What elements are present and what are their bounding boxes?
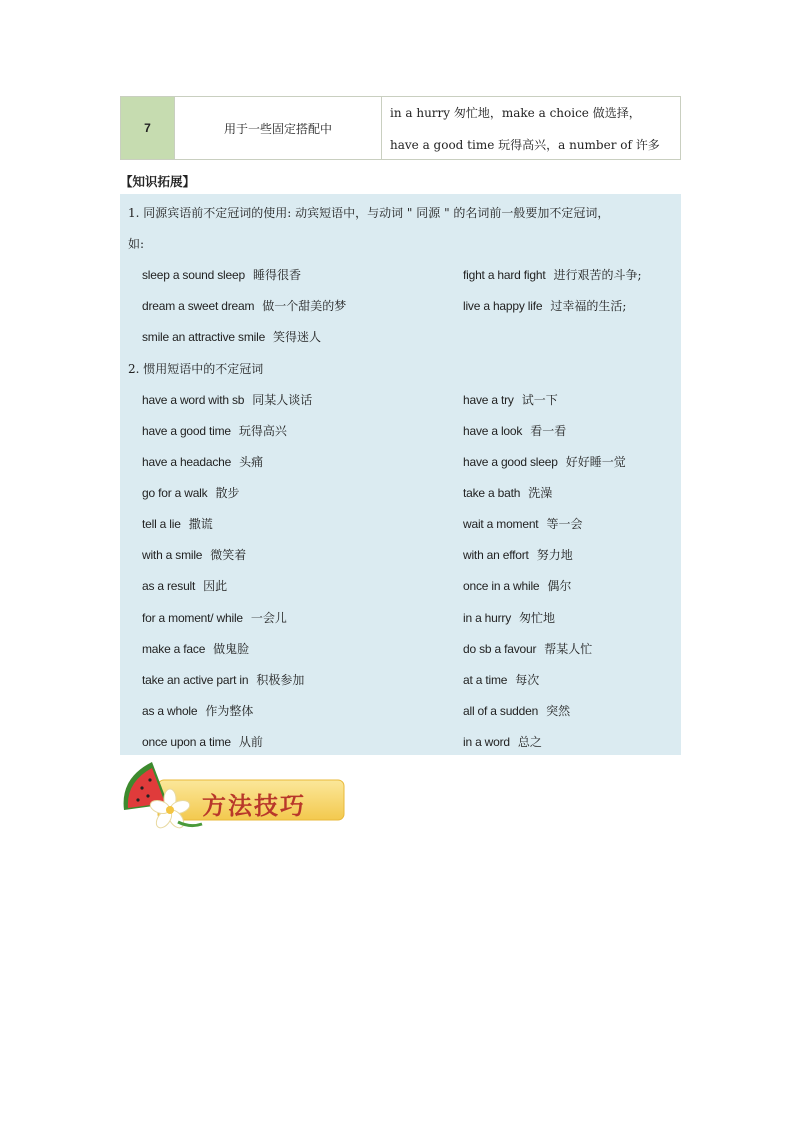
section-title: 【知识拓展】 bbox=[120, 174, 196, 189]
phrase-right: in a word 总之 bbox=[463, 735, 542, 749]
banner-title: 方法技巧 bbox=[202, 791, 306, 820]
phrase-right: do sb a favour 帮某人忙 bbox=[463, 642, 593, 656]
item-2-title: 2. 惯用短语中的不定冠词 bbox=[128, 362, 264, 376]
phrase-right: have a look 看一看 bbox=[463, 424, 567, 438]
phrase-left: sleep a sound sleep 睡得很香 bbox=[142, 268, 301, 282]
row-examples bbox=[382, 97, 680, 159]
knowledge-box bbox=[120, 194, 681, 755]
phrase-left: dream a sweet dream 做一个甜美的梦 bbox=[142, 299, 347, 313]
phrase-right: wait a moment 等一会 bbox=[463, 517, 583, 531]
phrase-right: live a happy life 过幸福的生活; bbox=[463, 299, 627, 313]
row-example-line: have a good time 玩得高兴，a number of 许多 bbox=[390, 138, 660, 152]
phrase-right: have a good sleep 好好睡一觉 bbox=[463, 455, 626, 469]
phrase-right: in a hurry 匆忙地 bbox=[463, 611, 556, 625]
row-description: 用于一些固定搭配中 bbox=[175, 97, 382, 159]
row-example-line: in a hurry 匆忙地，make a choice 做选择， bbox=[390, 106, 641, 120]
phrase-right: with an effort 努力地 bbox=[463, 548, 573, 562]
phrase-left: with a smile 微笑着 bbox=[142, 548, 247, 562]
table-row-7 bbox=[120, 96, 681, 160]
phrase-left: once upon a time 从前 bbox=[142, 735, 263, 749]
phrase-left: go for a walk 散步 bbox=[142, 486, 240, 500]
phrase-right: at a time 每次 bbox=[463, 673, 540, 687]
phrase-left: make a face 做鬼脸 bbox=[142, 642, 250, 656]
phrase-right: once in a while 偶尔 bbox=[463, 579, 572, 593]
phrase-left: smile an attractive smile 笑得迷人 bbox=[142, 330, 322, 344]
phrase-right: have a try 试一下 bbox=[463, 393, 558, 407]
phrase-left: have a good time 玩得高兴 bbox=[142, 424, 287, 438]
phrase-right: fight a hard fight 进行艰苦的斗争; bbox=[463, 268, 642, 282]
phrase-right: take a bath 洗澡 bbox=[463, 486, 553, 500]
item-1-text-cont: 如: bbox=[128, 237, 145, 251]
phrase-left: tell a lie 撒谎 bbox=[142, 517, 213, 531]
phrase-left: take an active part in 积极参加 bbox=[142, 673, 305, 687]
row-number: 7 bbox=[121, 97, 175, 159]
item-1-text: 1. 同源宾语前不定冠词的使用: 动宾短语中，与动词 " 同源 " 的名词前一般要加不定冠词， bbox=[128, 206, 610, 220]
phrase-left: for a moment/ while 一会儿 bbox=[142, 611, 287, 625]
phrase-left: as a whole 作为整体 bbox=[142, 704, 254, 718]
method-tips-banner bbox=[118, 758, 348, 836]
phrase-left: have a word with sb 同某人谈话 bbox=[142, 393, 313, 407]
phrase-right: all of a sudden 突然 bbox=[463, 704, 571, 718]
phrase-left: as a result 因此 bbox=[142, 579, 228, 593]
phrase-left: have a headache 头痛 bbox=[142, 455, 264, 469]
